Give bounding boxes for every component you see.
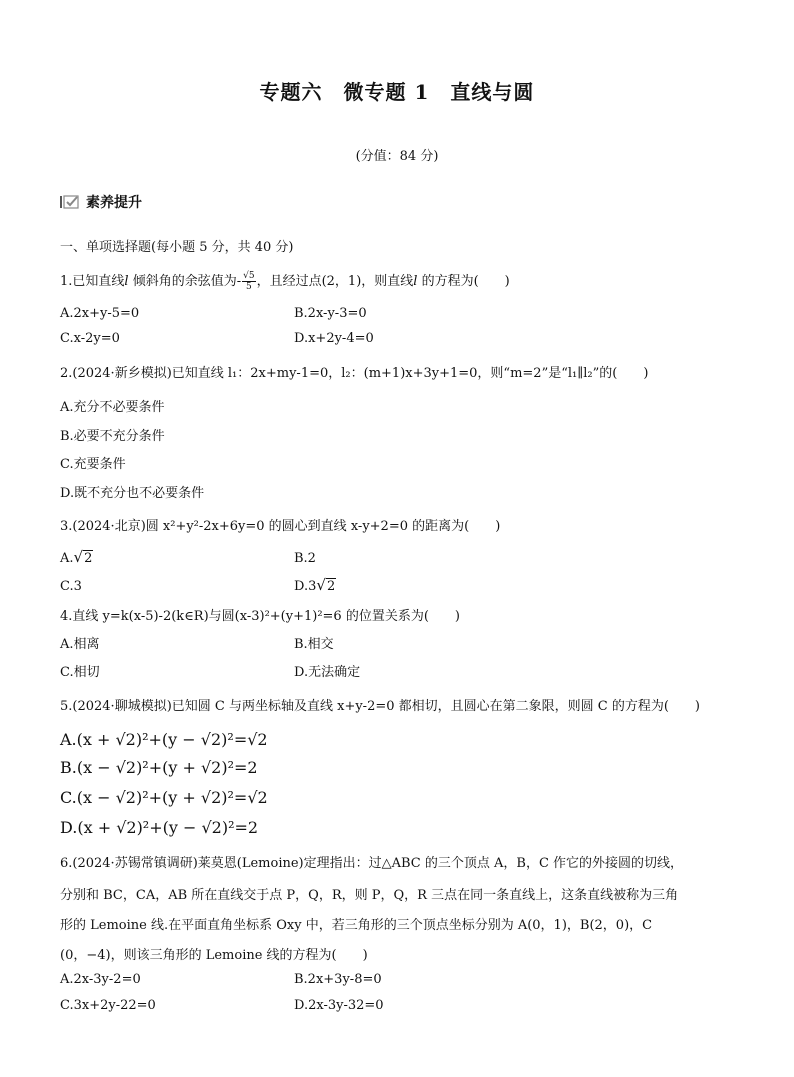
question-1-stem [60, 270, 510, 292]
question-4-stem: 4.直线 y=k(x-5)-2(k∈R)与圆(x-3)²+(y+1)²=6 的位置关系为( ) [60, 609, 460, 624]
q2-option-d: D.既不充分也不必要条件 [60, 486, 205, 501]
q1-option-a: A.2x+y-5=0 [60, 306, 140, 321]
q3-option-c: C.3 [60, 579, 82, 594]
q6-option-a: A.2x-3y-2=0 [60, 972, 141, 987]
q5-option-c: C.(x − √2)²+(y + √2)²=√2 [60, 788, 268, 807]
score-note: (分值：84 分) [355, 149, 439, 164]
q6-option-c: C.3x+2y-22=0 [60, 998, 156, 1013]
q4-option-b: B.相交 [294, 637, 334, 652]
q4-option-d: D.无法确定 [294, 665, 361, 680]
q1-stem-a: 1.已知直线 [60, 274, 125, 289]
question-2-stem: 2.(2024·新乡模拟)已知直线 l₁：2x+my-1=0，l₂：(m+1)x+3y+1=0，则“m=2”是“l₁∥l₂”的( ) [60, 366, 649, 381]
q1-stem-d: 的方程为( ) [417, 274, 510, 289]
q3-d-radicand: 2 [326, 579, 336, 594]
question-6-line-1: 6.(2024·苏锡常镇调研)莱莫恩(Lemoine)定理指出：过△ABC 的三个顶点 A，B，C 作它的外接圆的切线， [60, 856, 684, 871]
q5-option-d: D.(x + √2)²+(y − √2)²=2 [60, 818, 259, 837]
q3-option-a [60, 548, 93, 566]
page-title: 专题六 微专题 1 直线与圆 [259, 80, 535, 104]
q2-option-c: C.充要条件 [60, 457, 126, 472]
question-3-stem: 3.(2024·北京)圆 x²+y²-2x+6y=0 的圆心到直线 x-y+2=0 的距离为( ) [60, 519, 501, 534]
checklist-icon [60, 194, 80, 210]
q3-option-b: B.2 [294, 551, 316, 566]
q1-var-l-2: l [413, 274, 418, 289]
q4-option-c: C.相切 [60, 665, 100, 680]
q3-d-prefix: D.3 [294, 579, 317, 594]
question-6-line-4: (0，−4)，则该三角形的 Lemoine 线的方程为( ) [60, 948, 368, 963]
q1-option-b: B.2x-y-3=0 [294, 306, 367, 321]
q2-option-b: B.必要不充分条件 [60, 429, 165, 444]
q1-option-c: C.x-2y=0 [60, 331, 120, 346]
q1-frac-den: 5 [245, 282, 252, 292]
q6-option-d: D.2x-3y-32=0 [294, 998, 384, 1013]
q1-stem-c: ，且经过点(2，1)，则直线 [256, 274, 414, 289]
q3-a-sqrt: √2 [73, 548, 93, 566]
q3-a-radicand: 2 [84, 551, 93, 566]
q3-option-d [294, 576, 336, 594]
section-label: 素养提升 [86, 195, 142, 211]
question-5-stem: 5.(2024·聊城模拟)已知圆 C 与两坐标轴及直线 x+y-2=0 都相切，且圆心在第二象限，则圆 C 的方程为( ) [60, 699, 700, 714]
q1-option-d: D.x+2y-4=0 [294, 331, 374, 346]
q2-option-a: A.充分不必要条件 [60, 400, 165, 415]
q6-option-b: B.2x+3y-8=0 [294, 972, 382, 987]
q1-frac-num: √5 [243, 271, 255, 281]
q5-option-b: B.(x − √2)²+(y + √2)²=2 [60, 758, 258, 777]
q1-fraction [242, 271, 255, 292]
q3-a-prefix: A. [60, 551, 74, 566]
q1-stem-b: 倾斜角的余弦值为- [128, 274, 242, 289]
question-6-line-2: 分别和 BC，CA，AB 所在直线交于点 P，Q，R，则 P，Q，R 三点在同一条直线上，这条直线被称为三角 [60, 888, 679, 903]
question-6-line-3: 形的 Lemoine 线.在平面直角坐标系 Oxy 中，若三角形的三个顶点坐标分别为 A(0，1)，B(2，0)，C [60, 918, 653, 933]
section-header [60, 192, 142, 212]
q3-d-sqrt: √2 [316, 576, 336, 594]
q1-var-l: l [124, 274, 129, 289]
q4-option-a: A.相离 [60, 637, 100, 652]
part-heading: 一、单项选择题(每小题 5 分，共 40 分) [60, 240, 294, 255]
q5-option-a: A.(x + √2)²+(y − √2)²=√2 [60, 730, 268, 749]
